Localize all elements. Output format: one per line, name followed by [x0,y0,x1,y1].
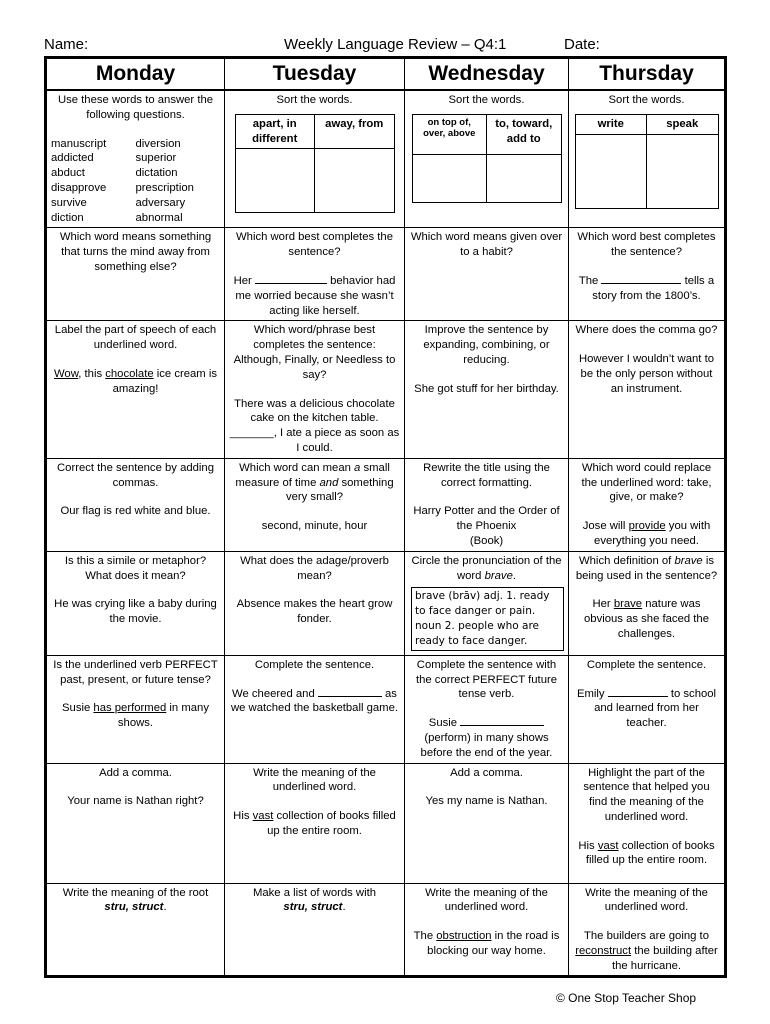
cell-thu-r5 [569,551,726,655]
sort-header: apart, in different [235,114,315,149]
cell-tue-r6 [225,655,405,763]
day-tuesday: Tuesday [225,58,405,91]
answer-blank[interactable] [318,696,382,697]
question: Write the meaning of the root stru, struct. [62,886,209,914]
question: Circle the pronunciation of the word brave. [411,554,562,582]
answer-choices: second, minute, hour [261,520,368,533]
dictionary-entry[interactable]: brave (brāv) adj. 1. ready to face danger or pain. noun 2. people who are ready to face danger. [411,587,564,651]
question: What does the adage/proverb mean? [240,554,389,582]
question: Rewrite the title using the correct formatting. [423,461,550,489]
sort-answer-box[interactable] [647,134,719,208]
sentence: However I wouldn’t want to be the only person without an instrument. [578,353,714,395]
sort-answer-box[interactable] [235,149,315,213]
cell-wed-r2 [405,228,569,321]
question: Is this a simile or metaphor? What does it mean? [64,554,207,582]
word: diversion [135,137,181,150]
sentence: We cheered and as we watched the basketball game. [230,687,399,715]
cell-mon-r7 [46,763,225,883]
cell-tue-r1 [225,90,405,228]
question: Write the meaning of the underlined word. [253,766,376,794]
question: Which word means given over to a habit? [410,231,563,259]
sentence: His vast collection of books filled up the entire room. [233,810,396,837]
sentence: The obstruction in the road is blocking our way home. [413,930,560,957]
question: Write the meaning of the underlined word. [585,886,708,914]
cell-mon-r6 [46,655,225,763]
table-row [46,228,726,321]
word: abnormal [135,211,183,224]
day-wednesday: Wednesday [405,58,569,91]
sentence: Wow, this chocolate ice cream is amazing! [53,367,218,395]
sort-header: to, toward, add to [487,114,562,154]
question: Which word means something that turns the mind away from something else? [59,231,212,273]
question: Highlight the part of the sentence that helped you find the meaning of the underlined word. [583,766,710,823]
cell-thu-r7 [569,763,726,883]
sentence: He was crying like a baby during the movie. [54,598,217,626]
cell-thu-r1 [569,90,726,228]
word: prescription [135,181,194,194]
cell-thu-r4 [569,458,726,551]
cell-wed-r1 [405,90,569,228]
word: superior [135,152,177,165]
word: disapprove [51,181,107,194]
cell-mon-r2 [46,228,225,321]
word: abduct [51,167,85,180]
word-bank-right [136,137,221,226]
copyright-footer: © One Stop Teacher Shop [556,991,697,1005]
question: Complete the sentence. [586,658,707,671]
table-row [46,551,726,655]
cell-wed-r4 [405,458,569,551]
cell-wed-r7 [405,763,569,883]
question: Which word best completes the sentence? [236,231,393,259]
sort-answer-box[interactable] [575,134,647,208]
cell-thu-r8 [569,883,726,977]
table-row [46,458,726,551]
sort-header: away, from [315,114,395,149]
sentence: His vast collection of books filled up the entire room. [578,839,715,867]
table-row [46,883,726,977]
review-table [44,56,727,978]
sort-header: on top of, over, above [412,114,487,154]
sort-table [575,114,719,209]
cell-wed-r8 [405,883,569,977]
answer-blank[interactable] [460,725,544,726]
sort-answer-box[interactable] [487,154,562,202]
word-bank-prompt: Use these words to answer the following questions. [57,94,214,121]
date-label: Date: [564,36,600,53]
word: diction [51,211,84,224]
word: adversary [135,196,186,209]
cell-thu-r3 [569,321,726,458]
word: addicted [51,152,94,165]
word-bank [51,137,220,226]
name-label: Name: [44,36,89,53]
cell-wed-r5 [405,551,569,655]
cell-wed-r6 [405,655,569,763]
sort-answer-box[interactable] [315,149,395,213]
sentence: Absence makes the heart grow fonder. [236,598,393,626]
cell-tue-r3 [225,321,405,458]
cell-thu-r2 [569,228,726,321]
sentence: Susie (perform) in many shows before the end of the year. [420,717,553,759]
sort-prompt: Sort the words. [448,94,525,106]
question: Improve the sentence by expanding, combining, or reducing. [423,324,550,366]
sentence: She got stuff for her birthday. [414,382,559,395]
sentence: Jose will provide you with everything you need. [582,520,711,547]
sentence: Your name is Nathan right? [67,795,204,808]
question: Add a comma. [450,766,523,779]
word: manuscript [51,137,107,150]
cell-tue-r2 [225,228,405,321]
word-bank-left [51,137,136,226]
sort-prompt: Sort the words. [608,94,685,106]
sentence: The tells a story from the 1800’s. [578,274,715,302]
table-row [46,763,726,883]
day-monday: Monday [46,58,225,91]
cell-mon-r5 [46,551,225,655]
sort-prompt: Sort the words. [276,94,353,106]
sort-table [235,114,395,214]
question: Write the meaning of the underlined word. [425,886,548,914]
sentence: Her behavior had me worried because she wasn’t acting like herself. [233,274,396,317]
answer-blank[interactable] [255,283,327,284]
cell-tue-r7 [225,763,405,883]
question: Make a list of words with stru, struct. [252,886,377,914]
word: dictation [135,167,178,180]
sentence: Emily to school and learned from her teacher. [576,687,717,730]
sentence: Our flag is red white and blue. [60,505,211,518]
cell-thu-r6 [569,655,726,763]
question: Complete the sentence. [254,658,375,671]
cell-mon-r8 [46,883,225,977]
sentence: Susie has performed in many shows. [62,702,209,730]
cell-mon-r3 [46,321,225,458]
sort-header: speak [647,114,719,134]
question: Is the underlined verb PERFECT past, present, or future tense? [53,658,218,686]
sentence: Harry Potter and the Order of the Phoenix (Book) [413,505,560,547]
cell-tue-r5 [225,551,405,655]
cell-mon-r4 [46,458,225,551]
question: Which definition of brave is being used in the sentence? [575,554,718,582]
day-header-row [46,58,726,91]
table-row [46,321,726,458]
sort-answer-box[interactable] [412,154,487,202]
table-row [46,655,726,763]
word: survive [51,196,87,209]
question: Which word could replace the underlined word: take, give, or make? [581,461,712,504]
sort-table [412,114,562,203]
cell-wed-r3 [405,321,569,458]
worksheet-title: Weekly Language Review – Q4:1 [284,36,507,53]
worksheet-header [44,36,724,56]
question: Add a comma. [99,766,172,779]
cell-tue-r4 [225,458,405,551]
cell-tue-r8 [225,883,405,977]
sort-header: write [575,114,647,134]
sentence: The builders are going to reconstruct the building after the hurricane. [575,930,718,972]
answer-blank[interactable] [608,696,668,697]
day-thursday: Thursday [569,58,726,91]
sentence: Her brave nature was obvious as she faced the challenges. [584,598,709,640]
question: Correct the sentence by adding commas. [57,461,214,489]
question: Which word best completes the sentence? [577,231,716,259]
question: Where does the comma go? [575,324,718,337]
question: Which word/phrase best completes the sentence: Although, Finally, or Needless to say? [233,324,396,381]
sentence: Yes my name is Nathan. [425,795,548,808]
question: Label the part of speech of each underlined word. [54,324,217,352]
cell-mon-r1 [46,90,225,228]
table-row [46,90,726,228]
question: Which word can mean a small measure of time and something very small? [235,461,394,504]
question: Complete the sentence with the correct PERFECT future tense verb. [415,658,558,701]
answer-blank[interactable] [601,283,681,284]
sentence: There was a delicious chocolate cake on the kitchen table. _______, I ate a piece as soon as I could. [229,397,400,454]
